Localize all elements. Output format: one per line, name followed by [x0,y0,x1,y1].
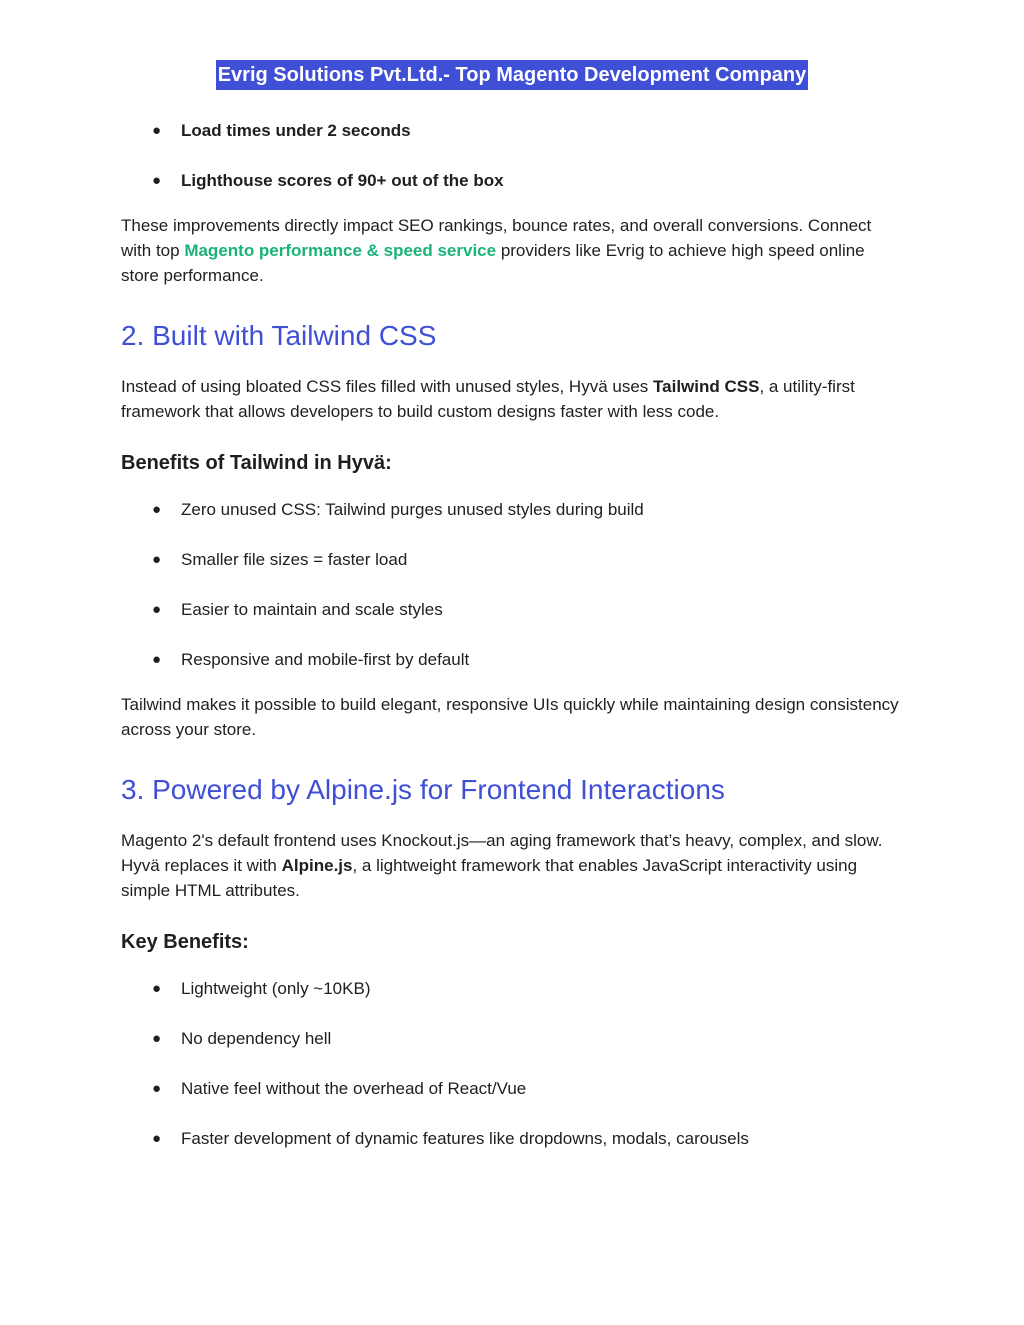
bullet-icon: ● [152,1080,162,1097]
section-heading-alpine: 3. Powered by Alpine.js for Frontend Interactions [121,774,725,805]
page-header [0,60,1024,90]
tailwind-benefits-list [121,497,901,672]
speed-service-link[interactable]: Magento performance & speed service [184,241,497,260]
list-item: ● Responsive and mobile-first by default [121,647,901,672]
intro-paragraph: These improvements directly impact SEO rankings, bounce rates, and overall conversions. Connect with top Magento performance & speed service providers like Evrig to achieve high speed online store performance. [121,216,872,285]
alpine-paragraph: Magento 2's default frontend uses Knockout.js—an aging framework that’s heavy, complex, and slow. Hyvä replaces it with Alpine.js, a lightweight framework that enables JavaScript interactivity using simple HTML attributes. [121,831,883,900]
tailwind-paragraph: Instead of using bloated CSS files filled with unused styles, Hyvä uses Tailwind CSS, a utility-first framework that allows developers to build custom designs faster with less code. [121,377,855,421]
list-item: ● Zero unused CSS: Tailwind purges unused styles during build [121,497,901,522]
bullet-icon: ● [152,980,162,997]
bullet-icon: ● [152,651,162,668]
bullet-icon: ● [152,601,162,618]
bullet-icon: ● [152,172,162,189]
intro-bullet-list [121,118,901,193]
list-item: ● Faster development of dynamic features like dropdowns, modals, carousels [121,1126,901,1151]
list-item: ● No dependency hell [121,1026,901,1051]
document-body [121,118,901,1151]
tailwind-benefits-subheading: Benefits of Tailwind in Hyvä: [121,452,392,474]
bullet-icon: ● [152,501,162,518]
list-item: ● Smaller file sizes = faster load [121,547,901,572]
list-item: ● Easier to maintain and scale styles [121,597,901,622]
list-item: ● Lighthouse scores of 90+ out of the box [121,168,901,193]
bullet-icon: ● [152,122,162,139]
tailwind-closing-paragraph: Tailwind makes it possible to build elegant, responsive UIs quickly while maintaining design consistency across your store. [121,695,899,739]
bullet-icon: ● [152,551,162,568]
list-item: ● Native feel without the overhead of React/Vue [121,1076,901,1101]
company-title: Evrig Solutions Pvt.Ltd.- Top Magento Development Company [216,60,809,90]
list-item: ● Load times under 2 seconds [121,118,901,143]
bullet-icon: ● [152,1130,162,1147]
section-heading-tailwind: 2. Built with Tailwind CSS [121,320,437,351]
key-benefits-subheading: Key Benefits: [121,931,249,953]
alpine-benefits-list [121,976,901,1151]
bullet-icon: ● [152,1030,162,1047]
list-item: ● Lightweight (only ~10KB) [121,976,901,1001]
